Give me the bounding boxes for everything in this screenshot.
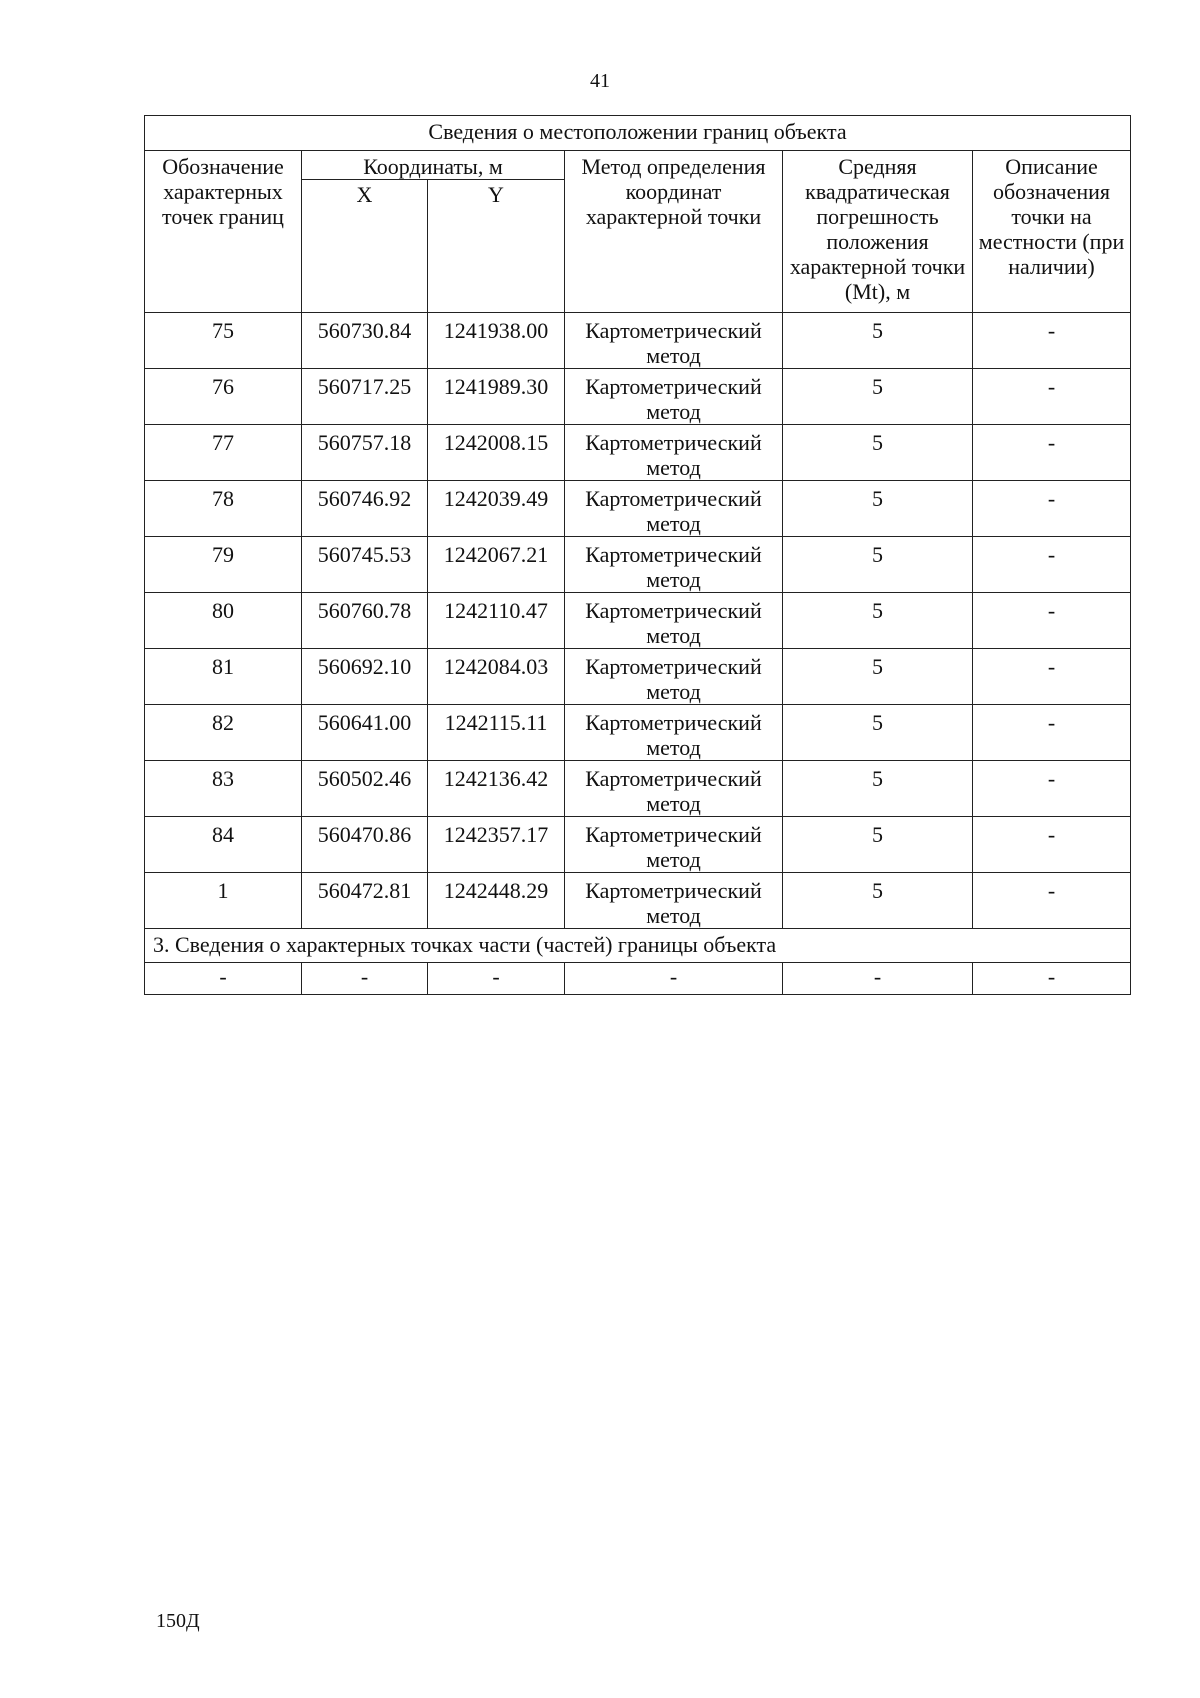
cell-y: 1242136.42 <box>428 761 565 817</box>
cell-x: 560730.84 <box>302 313 428 369</box>
table-row <box>145 481 1131 537</box>
cell-description: - <box>973 425 1131 481</box>
cell-method: Картометрический метод <box>565 761 783 817</box>
section3-empty-row <box>145 963 1131 995</box>
section3-empty-cell: - <box>302 963 428 995</box>
cell-method: Картометрический метод <box>565 817 783 873</box>
cell-description: - <box>973 593 1131 649</box>
section3-empty-cell: - <box>145 963 302 995</box>
cell-point: 82 <box>145 705 302 761</box>
cell-y: 1242357.17 <box>428 817 565 873</box>
table-row <box>145 369 1131 425</box>
cell-point: 83 <box>145 761 302 817</box>
table-row <box>145 873 1131 929</box>
cell-point: 80 <box>145 593 302 649</box>
cell-x: 560502.46 <box>302 761 428 817</box>
cell-method: Картометрический метод <box>565 313 783 369</box>
table-row <box>145 593 1131 649</box>
cell-y: 1241938.00 <box>428 313 565 369</box>
section3-title: 3. Сведения о характерных точках части (частей) границы объекта <box>145 929 1131 963</box>
cell-method: Картометрический метод <box>565 705 783 761</box>
boundary-points-table <box>144 115 1131 995</box>
header-y: Y <box>428 180 565 313</box>
cell-accuracy: 5 <box>783 481 973 537</box>
section3-empty-cell: - <box>973 963 1131 995</box>
table-row <box>145 649 1131 705</box>
cell-x: 560470.86 <box>302 817 428 873</box>
cell-method: Картометрический метод <box>565 649 783 705</box>
cell-y: 1242008.15 <box>428 425 565 481</box>
cell-x: 560641.00 <box>302 705 428 761</box>
table-header-row <box>145 151 1131 180</box>
cell-method: Картометрический метод <box>565 369 783 425</box>
cell-point: 84 <box>145 817 302 873</box>
cell-y: 1242448.29 <box>428 873 565 929</box>
cell-description: - <box>973 873 1131 929</box>
cell-description: - <box>973 705 1131 761</box>
cell-accuracy: 5 <box>783 425 973 481</box>
cell-description: - <box>973 369 1131 425</box>
cell-x: 560760.78 <box>302 593 428 649</box>
table-title-row <box>145 116 1131 151</box>
cell-point: 81 <box>145 649 302 705</box>
cell-description: - <box>973 817 1131 873</box>
cell-x: 560717.25 <box>302 369 428 425</box>
cell-accuracy: 5 <box>783 649 973 705</box>
cell-method: Картометрический метод <box>565 537 783 593</box>
cell-y: 1242115.11 <box>428 705 565 761</box>
table-row <box>145 313 1131 369</box>
cell-y: 1242067.21 <box>428 537 565 593</box>
table-title: Сведения о местоположении границ объекта <box>145 116 1131 151</box>
cell-accuracy: 5 <box>783 313 973 369</box>
header-accuracy: Средняя квадратическая погрешность положения характерной точки (Mt), м <box>783 151 973 313</box>
table-row <box>145 761 1131 817</box>
cell-description: - <box>973 649 1131 705</box>
cell-accuracy: 5 <box>783 593 973 649</box>
cell-description: - <box>973 313 1131 369</box>
cell-accuracy: 5 <box>783 817 973 873</box>
table-row <box>145 537 1131 593</box>
cell-y: 1242110.47 <box>428 593 565 649</box>
cell-description: - <box>973 481 1131 537</box>
cell-y: 1242039.49 <box>428 481 565 537</box>
cell-point: 1 <box>145 873 302 929</box>
cell-description: - <box>973 761 1131 817</box>
cell-point: 75 <box>145 313 302 369</box>
section3-title-row <box>145 929 1131 963</box>
cell-accuracy: 5 <box>783 537 973 593</box>
cell-method: Картометрический метод <box>565 593 783 649</box>
cell-y: 1242084.03 <box>428 649 565 705</box>
table-body <box>145 116 1131 995</box>
section3-empty-cell: - <box>783 963 973 995</box>
header-coordinates: Координаты, м <box>302 151 565 180</box>
header-description: Описание обозначения точки на местности (при наличии) <box>973 151 1131 313</box>
table-row <box>145 425 1131 481</box>
cell-accuracy: 5 <box>783 761 973 817</box>
page-number: 41 <box>590 70 610 92</box>
cell-x: 560692.10 <box>302 649 428 705</box>
cell-x: 560472.81 <box>302 873 428 929</box>
cell-point: 79 <box>145 537 302 593</box>
table-row <box>145 817 1131 873</box>
footer-code: 150Д <box>156 1610 200 1632</box>
cell-description: - <box>973 537 1131 593</box>
cell-accuracy: 5 <box>783 873 973 929</box>
cell-x: 560746.92 <box>302 481 428 537</box>
header-point-designation: Обозначение характерных точек границ <box>145 151 302 313</box>
table-row <box>145 705 1131 761</box>
cell-point: 76 <box>145 369 302 425</box>
cell-method: Картометрический метод <box>565 425 783 481</box>
cell-accuracy: 5 <box>783 369 973 425</box>
cell-y: 1241989.30 <box>428 369 565 425</box>
cell-accuracy: 5 <box>783 705 973 761</box>
cell-x: 560757.18 <box>302 425 428 481</box>
cell-point: 77 <box>145 425 302 481</box>
section3-empty-cell: - <box>565 963 783 995</box>
cell-x: 560745.53 <box>302 537 428 593</box>
section3-empty-cell: - <box>428 963 565 995</box>
header-method: Метод определения координат характерной точки <box>565 151 783 313</box>
cell-point: 78 <box>145 481 302 537</box>
cell-method: Картометрический метод <box>565 481 783 537</box>
header-x: X <box>302 180 428 313</box>
cell-method: Картометрический метод <box>565 873 783 929</box>
